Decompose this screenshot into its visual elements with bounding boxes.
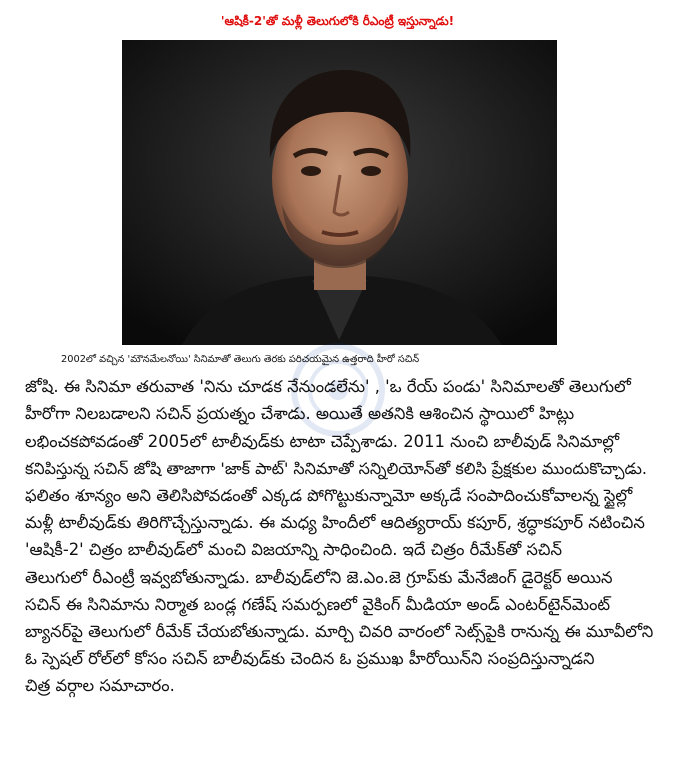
article-body: [25, 346, 653, 700]
article-line: 'ఆషికీ-2' చిత్రం బాలీవుడ్‌లో మంచి విజయాన్ని సాధించింది. ఇదే చిత్రం రీమేక్‌తో సచిన్: [25, 540, 562, 560]
article-line: తెలుగులో రీఎంట్రీ ఇవ్వబోతున్నాడు. బాలీవుడ్‌లోని జె.ఎం.జె గ్రూప్‌కు మేనేజింగ్ డైరెక్టర్ అయిన: [25, 567, 613, 587]
article-line: కనిపిస్తున్న సచిన్ జోషి తాజాగా 'జాక్ పాట్' సినిమాతో సన్నిలియోన్‌తో కలిసి ప్రేక్షకుల ముందుకొచ్చాడు.: [25, 458, 647, 478]
article-line: బ్యానర్‌పై తెలుగులో రీమేక్ చేయబోతున్నాడు. మార్చి చివరి వారంలో సెట్స్‌పైకి రానున్న ఈ మూవీలోని: [25, 622, 654, 642]
article-line: 2002లో వచ్చిన 'మౌనమేలనోయి' సినిమాతో తెలుగు తెరకు పరిచయమైన ఉత్తరాది హీరో సచిన్: [61, 354, 420, 365]
portrait-photo-icon: [122, 40, 557, 345]
article-line: చిత్ర వర్గాల సమాచారం.: [25, 676, 175, 696]
article-line: హీరోగా నిలబడాలని సచిన్ ప్రయత్నం చేశాడు. అయితే అతనికి ఆశించిన స్థాయిలో హిట్లు: [25, 404, 575, 424]
article-line: జోషి. ఈ సినిమా తరువాత 'నిను చూడక నేనుండలేను' , 'ఒ రేయ్ పండు' సినిమాలతో తెలుగులో: [25, 377, 631, 397]
article-line: మళ్లీ టాలీవుడ్‌కు తిరిగొచ్చేస్తున్నాడు. ఈ మధ్య హిందీలో ఆదిత్యరాయ్ కపూర్, శ్రద్ధాకపూర్ నటించిన: [25, 513, 645, 533]
article-line: ఫలితం శూన్యం అని తెలిసిపోవడంతో ఎక్కడ పోగొట్టుకున్నామో అక్కడే సంపాదించుకోవాలన్న స్టైల్లో: [25, 486, 633, 506]
article-headline: 'ఆషికీ-2'తో మళ్లీ తెలుగులోకి రీఎంట్రీ ఇస్తున్నాడు!: [220, 14, 455, 28]
article-line: సచిన్ ఈ సినిమాను నిర్మాత బండ్ల గణేష్ సమర్పణలో వైకింగ్ మీడియా అండ్ ఎంటర్‌టైన్‌మెంట్: [25, 594, 611, 614]
article-photo: [122, 40, 557, 345]
article-line: ఓ స్పెషల్ రోల్‌లో కోసం సచిన్ బాలీవుడ్‌కు చెందిన ఓ ప్రముఖ హీరోయిన్‌ని సంప్రదిస్తున్నాడని: [25, 649, 595, 669]
article-line: లభించకపోవడంతో 2005లో టాలీవుడ్‌కు టాటా చెప్పేశాడు. 2011 నుంచి బాలీవుడ్ సినిమాల్లో: [25, 431, 620, 451]
